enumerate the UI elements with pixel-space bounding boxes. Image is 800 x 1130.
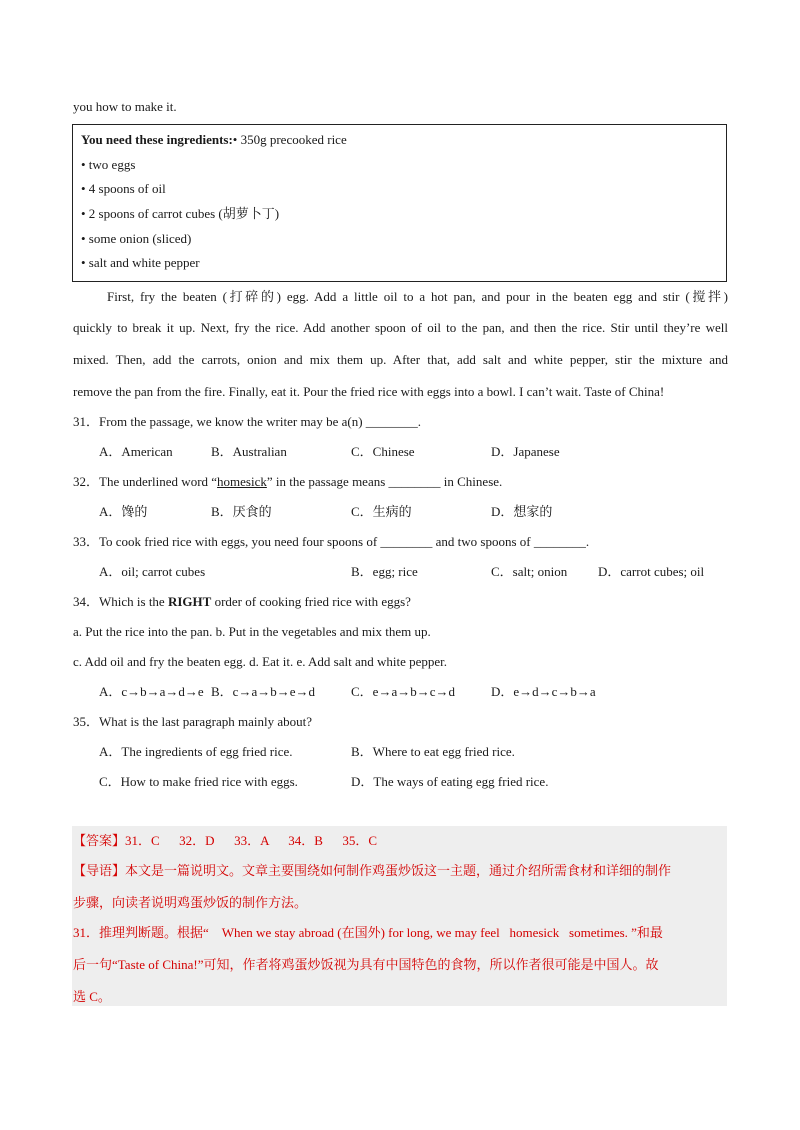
ingredients-heading: You need these ingredients: [81, 132, 233, 147]
explanation-line: 选 C。 [73, 989, 111, 1004]
answer-box [72, 826, 727, 1006]
question-32-stem [73, 474, 502, 490]
question-35-stem: 35．What is the last paragraph mainly about? [73, 714, 312, 729]
q33-option-c[interactable]: C．salt; onion [491, 564, 568, 579]
q33-option-d[interactable]: D．carrot cubes; oil [598, 564, 705, 579]
q32-stem-post: ” in the passage means ________ in Chinese. [266, 474, 503, 489]
q34-option-d[interactable]: D．e→d→c→b→a [491, 684, 596, 699]
ingredient-item: • 2 spoons of carrot cubes (胡萝卜丁) [81, 206, 280, 221]
question-33-stem: 33．To cook fried rice with eggs, you need four spoons of ________ and two spoons of ________. [73, 534, 590, 549]
q32-option-d[interactable]: D．想家的 [491, 504, 553, 519]
q31-option-a[interactable]: A．American [99, 444, 173, 459]
q32-option-b[interactable]: B．厌食的 [211, 504, 272, 519]
q31-option-b[interactable]: B．Australian [211, 444, 287, 459]
q34-steps-line: c. Add oil and fry the beaten egg. d. Eat it. e. Add salt and white pepper. [73, 654, 448, 669]
ingredient-item: • some onion (sliced) [81, 231, 192, 246]
q34-option-b[interactable]: B．c→a→b→e→d [211, 684, 315, 699]
q33-option-a[interactable]: A．oil; carrot cubes [99, 564, 206, 579]
q35-option-d[interactable]: D．The ways of eating egg fried rice. [351, 774, 549, 789]
guide-line [73, 863, 671, 879]
intro-tail: you how to make it. [73, 99, 177, 114]
q33-option-b[interactable]: B．egg; rice [351, 564, 418, 579]
q31-option-d[interactable]: D．Japanese [491, 444, 560, 459]
q32-option-c[interactable]: C．生病的 [351, 504, 412, 519]
question-34-stem [73, 594, 411, 610]
passage-line: First, fry the beaten (打碎的) egg. Add a little oil to a hot pan, and pour in the beaten egg and stir (搅拌) [107, 289, 728, 304]
passage-line: quickly to break it up. Next, fry the rice. Add another spoon of oil to the pan, and then the rice. Stir until they’re well [73, 320, 728, 335]
guide-line-2: 步骤，向读者说明鸡蛋炒饭的制作方法。 [73, 895, 308, 910]
answer-label: 【答案】 [73, 833, 126, 848]
passage-line: remove the pan from the fire. Finally, eat it. Pour the fried rice with eggs into a bowl. I can’t wait. Taste of China! [73, 384, 665, 399]
guide-text: 本文是一篇说明文。文章主要围绕如何制作鸡蛋炒饭这一主题，通过介绍所需食材和详细的制作 [125, 863, 672, 878]
answer-values: 31．C 32．D 33．A 34．B 35．C [125, 833, 378, 848]
explanation-line: 31．推理判断题。根据“ When we stay abroad (在国外) for long, we may feel homesick sometimes. ”和最 [73, 925, 663, 940]
q34-stem-pre: 34．Which is the [73, 594, 168, 609]
ingredient-item: • 350g precooked rice [232, 132, 347, 147]
q34-stem-post: order of cooking fried rice with eggs? [211, 594, 411, 609]
ingredients-first-line [81, 132, 347, 148]
q35-option-a[interactable]: A．The ingredients of egg fried rice. [99, 744, 293, 759]
q34-stem-bold: RIGHT [167, 594, 212, 609]
ingredient-item: • two eggs [81, 157, 136, 172]
q35-option-c[interactable]: C．How to make fried rice with eggs. [99, 774, 298, 789]
ingredient-item: • salt and white pepper [81, 255, 200, 270]
passage-line: mixed. Then, add the carrots, onion and mix them up. After that, add salt and white pepper, stir the mixture and [73, 352, 728, 367]
q34-option-a[interactable]: A．c→b→a→d→e [99, 684, 204, 699]
explanation-line: 后一句“Taste of China!”可知，作者将鸡蛋炒饭视为具有中国特色的食物，所以作者很可能是中国人。故 [73, 957, 659, 972]
q34-steps-line: a. Put the rice into the pan. b. Put in the vegetables and mix them up. [73, 624, 431, 639]
q34-option-c[interactable]: C．e→a→b→c→d [351, 684, 455, 699]
guide-label: 【导语】 [73, 863, 126, 878]
q32-option-a[interactable]: A．馋的 [99, 504, 148, 519]
ingredient-item: • 4 spoons of oil [81, 181, 166, 196]
q35-option-b[interactable]: B．Where to eat egg fried rice. [351, 744, 515, 759]
q31-option-c[interactable]: C．Chinese [351, 444, 415, 459]
q32-stem-pre: 32．The underlined word “ [73, 474, 218, 489]
answer-line [73, 833, 377, 849]
question-31-stem: 31．From the passage, we know the writer may be a(n) ________. [73, 414, 422, 429]
ingredients-box [72, 124, 727, 282]
q32-underlined-word: homesick [217, 474, 267, 489]
